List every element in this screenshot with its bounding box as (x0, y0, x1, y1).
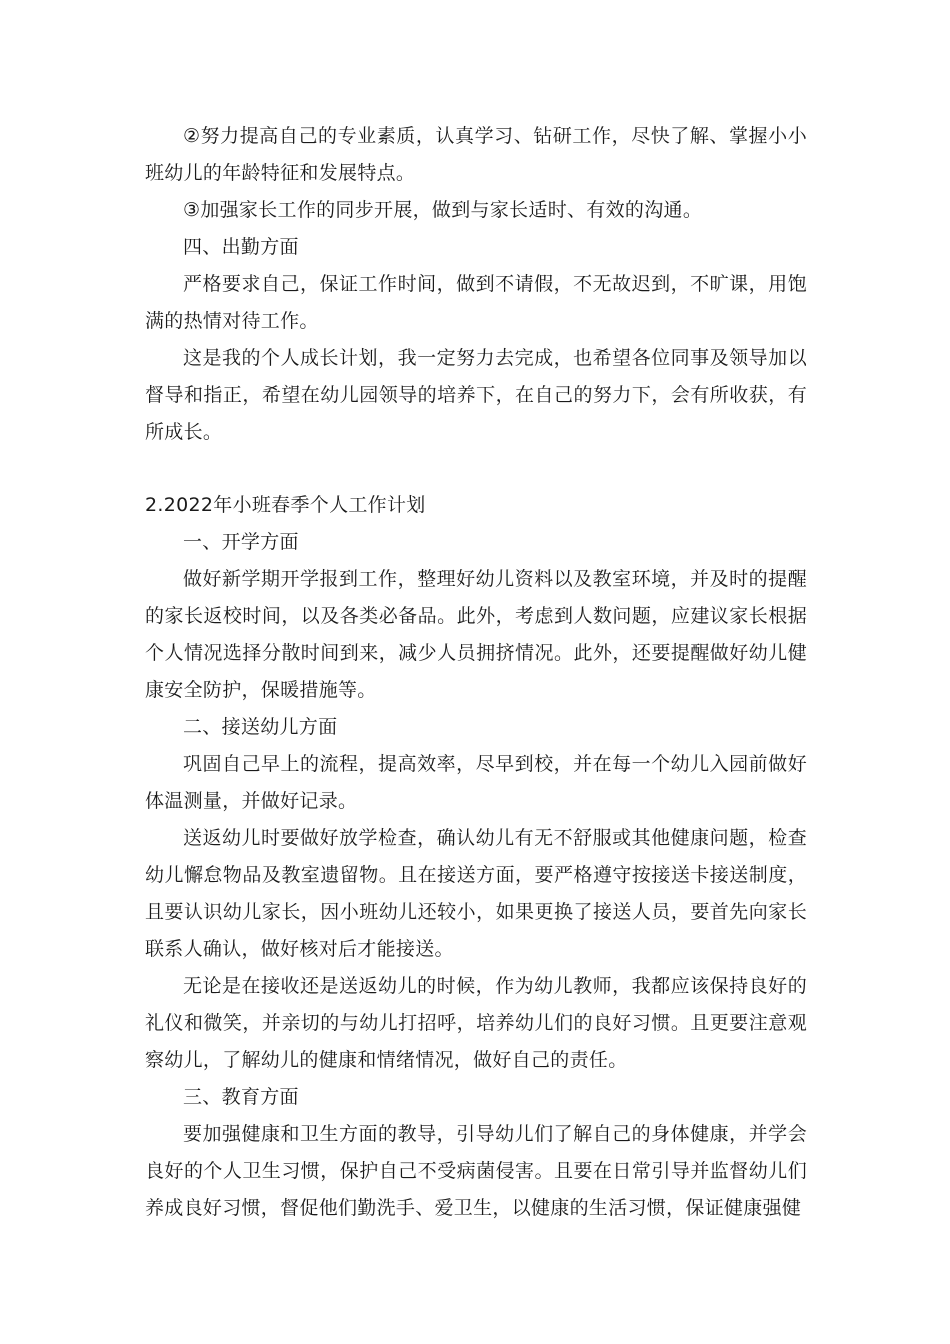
paragraph-attendance: 严格要求自己，保证工作时间，做到不请假，不无故迟到，不旷课，用饱满的热情对待工作。 (145, 273, 807, 332)
heading-attendance: 四、出勤方面 (183, 236, 299, 258)
section-spacer (145, 451, 807, 487)
paragraph-conclusion: 这是我的个人成长计划，我一定努力去完成，也希望各位同事及领导加以督导和指正，希望在幼儿园领导的培养下，在自己的努力下，会有所收获，有所成长。 (145, 347, 807, 443)
document-page (145, 118, 807, 1227)
paragraph-professional-quality: ②努力提高自己的专业素质，认真学习、钻研工作，尽快了解、掌握小小班幼儿的年龄特征和发展特点。 (145, 125, 807, 184)
paragraph-etiquette: 无论是在接收还是送返幼儿的时候，作为幼儿教师，我都应该保持良好的礼仪和微笑，并亲切的与幼儿打招呼，培养幼儿们的良好习惯。且更要注意观察幼儿，了解幼儿的健康和情绪情况，做好自己的责任。 (145, 975, 807, 1071)
section-title: 2.2022年小班春季个人工作计划 (145, 494, 426, 516)
heading-school-start: 一、开学方面 (183, 531, 299, 553)
paragraph-parent-communication: ③加强家长工作的同步开展，做到与家长适时、有效的沟通。 (183, 199, 703, 221)
paragraph-education: 要加强健康和卫生方面的教导，引导幼儿们了解自己的身体健康，并学会良好的个人卫生习惯，保护自己不受病菌侵害。且要在日常引导并监督幼儿们养成良好习惯，督促他们勤洗手、爱卫生，以健康的生活习惯，保证健康强健 (145, 1123, 807, 1219)
paragraph-morning-routine: 巩固自己早上的流程，提高效率，尽早到校，并在每一个幼儿入园前做好体温测量，并做好记录。 (145, 753, 807, 812)
heading-education: 三、教育方面 (183, 1086, 299, 1108)
heading-pickup: 二、接送幼儿方面 (183, 716, 338, 738)
paragraph-school-start: 做好新学期开学报到工作，整理好幼儿资料以及教室环境，并及时的提醒的家长返校时间，以及各类必备品。此外，考虑到人数问题，应建议家长根据个人情况选择分散时间到来，减少人员拥挤情况。此外，还要提醒做好幼儿健康安全防护，保暖措施等。 (145, 568, 807, 701)
paragraph-dismissal: 送返幼儿时要做好放学检查，确认幼儿有无不舒服或其他健康问题，检查幼儿懈怠物品及教室遗留物。且在接送方面，要严格遵守按接送卡接送制度，且要认识幼儿家长，因小班幼儿还较小，如果更换了接送人员，要首先向家长联系人确认，做好核对后才能接送。 (145, 827, 807, 960)
